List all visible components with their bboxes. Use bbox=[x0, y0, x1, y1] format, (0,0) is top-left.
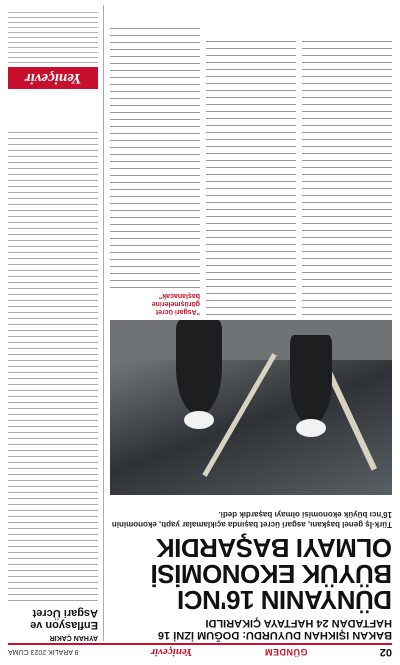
article-column bbox=[206, 35, 296, 315]
kicker: BAKAN IŞIKHAN DUYURDU: DOĞUM İZNİ 16 HAFTADAN 24 HAFTAYA ÇIKARILDI bbox=[157, 617, 392, 641]
header-logo: Yeniçevir bbox=[150, 646, 193, 658]
helmet bbox=[296, 419, 326, 437]
page-header bbox=[8, 643, 392, 659]
issue-date: 8 ARALIK 2023 CUMA bbox=[8, 648, 79, 656]
column-text bbox=[8, 131, 98, 601]
section-label: GÜNDEM bbox=[264, 647, 308, 657]
person-figure bbox=[176, 320, 222, 415]
page-number: 02 bbox=[379, 646, 392, 658]
column-sidebar bbox=[8, 5, 104, 641]
article-column bbox=[302, 35, 392, 315]
column-title: Enflasyon ve Asgari Ücret bbox=[30, 607, 98, 631]
article-column bbox=[110, 35, 200, 315]
columnist-name: AYHAN ÇAKIR bbox=[49, 634, 98, 641]
article-subhead: "Asgari ücret görüşmelerine başlanacak" bbox=[151, 292, 200, 315]
photo-background bbox=[110, 320, 392, 360]
lead-photo bbox=[110, 320, 392, 495]
person-figure bbox=[290, 335, 332, 425]
helmet bbox=[184, 411, 214, 429]
masthead-logo: Yeniçevir bbox=[8, 67, 98, 89]
imprint-info bbox=[8, 9, 98, 63]
article-text bbox=[110, 28, 200, 288]
spot-text: Türk-İş genel başkanı, asgari ücret başında açıklamalar yaptı, ekonominin 16'ncı büyük ekonomisi olmayı başardık dedi. bbox=[111, 510, 392, 529]
main-headline: DÜNYANIN 16'NCI BÜYÜK EKONOMİSİ OLMAYI BAŞARDIK bbox=[151, 533, 392, 615]
lead-story-header bbox=[110, 509, 392, 641]
article-columns bbox=[110, 35, 392, 315]
